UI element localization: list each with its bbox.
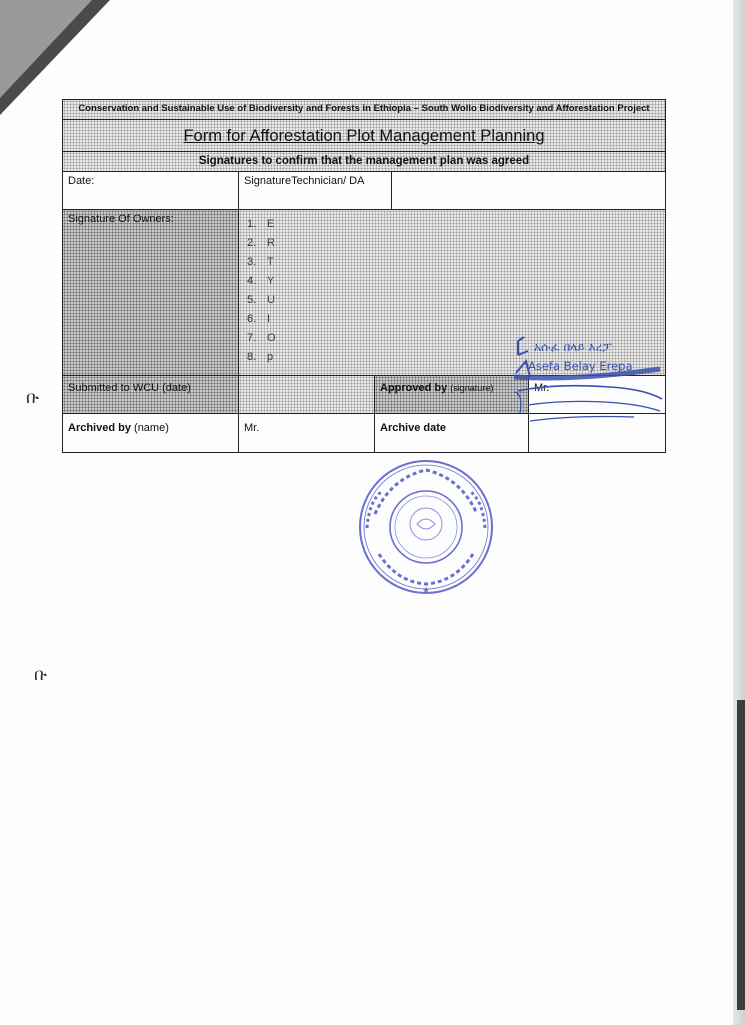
signatures-heading: Signatures to confirm that the management plan was agreed (198, 155, 530, 167)
owner-signature: E (267, 218, 275, 230)
owners-label: Signature Of Owners: (68, 213, 174, 225)
technician-signature-field[interactable] (392, 172, 665, 209)
approved-sublabel: (signature) (450, 383, 494, 393)
owner-entry[interactable] (247, 234, 665, 253)
technician-signature-cell[interactable] (239, 172, 392, 209)
owner-number: 8. (247, 351, 257, 363)
svg-text:★: ★ (421, 585, 431, 595)
owner-entry[interactable] (247, 272, 665, 291)
archive-date-label: Archive date (380, 422, 447, 434)
submitted-label: Submitted to WCU (date) (68, 382, 191, 394)
owner-number: 3. (247, 256, 257, 268)
approved-label: Approved by (380, 382, 448, 394)
signature-stamp (514, 333, 666, 425)
owner-signature: I (267, 313, 271, 325)
owner-number: 4. (247, 275, 257, 287)
submitted-label-cell (63, 376, 239, 413)
archived-by-label-cell (63, 414, 239, 452)
organization-seal (357, 458, 495, 596)
scan-edge-shadow (737, 700, 745, 1010)
project-banner (63, 100, 665, 120)
date-label: Date: (68, 175, 95, 187)
approved-value: Mr. (534, 382, 550, 394)
owner-signature: U (267, 294, 275, 306)
owner-signature: O (267, 332, 276, 344)
approved-label-cell (375, 376, 529, 413)
owner-signature: T (267, 256, 274, 268)
scan-corner-fold (0, 0, 92, 98)
stamp-name-amharic: አሱፈ በላይ እረፓ (534, 340, 612, 354)
owner-entry[interactable] (247, 215, 665, 234)
stamp-name-latin: Asefa Belay Erepa (528, 359, 633, 373)
archived-by-sublabel: (name) (134, 422, 169, 434)
form-title-row (63, 120, 665, 152)
project-name: Conservation and Sustainable Use of Biodiversity and Forests in Ethiopia – South Wollo Biodiversity and Afforestation Project (78, 103, 650, 114)
date-cell[interactable] (63, 172, 239, 209)
form-title: Form for Afforestation Plot Management Planning (183, 127, 545, 145)
date-row (63, 172, 665, 210)
owner-signature: p (267, 351, 274, 363)
owner-number: 5. (247, 294, 257, 306)
owner-number: 2. (247, 237, 257, 249)
owners-label-cell (63, 210, 239, 375)
archived-by-label: Archived by (68, 422, 131, 434)
owner-signature: R (267, 237, 275, 249)
owner-number: 6. (247, 313, 257, 325)
margin-mark: ቡ (34, 665, 48, 685)
archived-by-value: Mr. (244, 422, 260, 434)
technician-label: SignatureTechnician/ DA (244, 175, 365, 187)
owner-entry[interactable] (247, 253, 665, 272)
owner-signature: Y (267, 275, 275, 287)
owner-entry[interactable] (247, 291, 665, 310)
archive-date-label-cell (375, 414, 529, 452)
owner-entry[interactable] (247, 310, 665, 329)
archived-by-field[interactable] (239, 414, 375, 452)
submitted-date-field[interactable] (239, 376, 375, 413)
owner-number: 1. (247, 218, 257, 230)
signatures-heading-row (63, 152, 665, 172)
margin-mark: ቡ (26, 388, 40, 408)
owner-number: 7. (247, 332, 257, 344)
